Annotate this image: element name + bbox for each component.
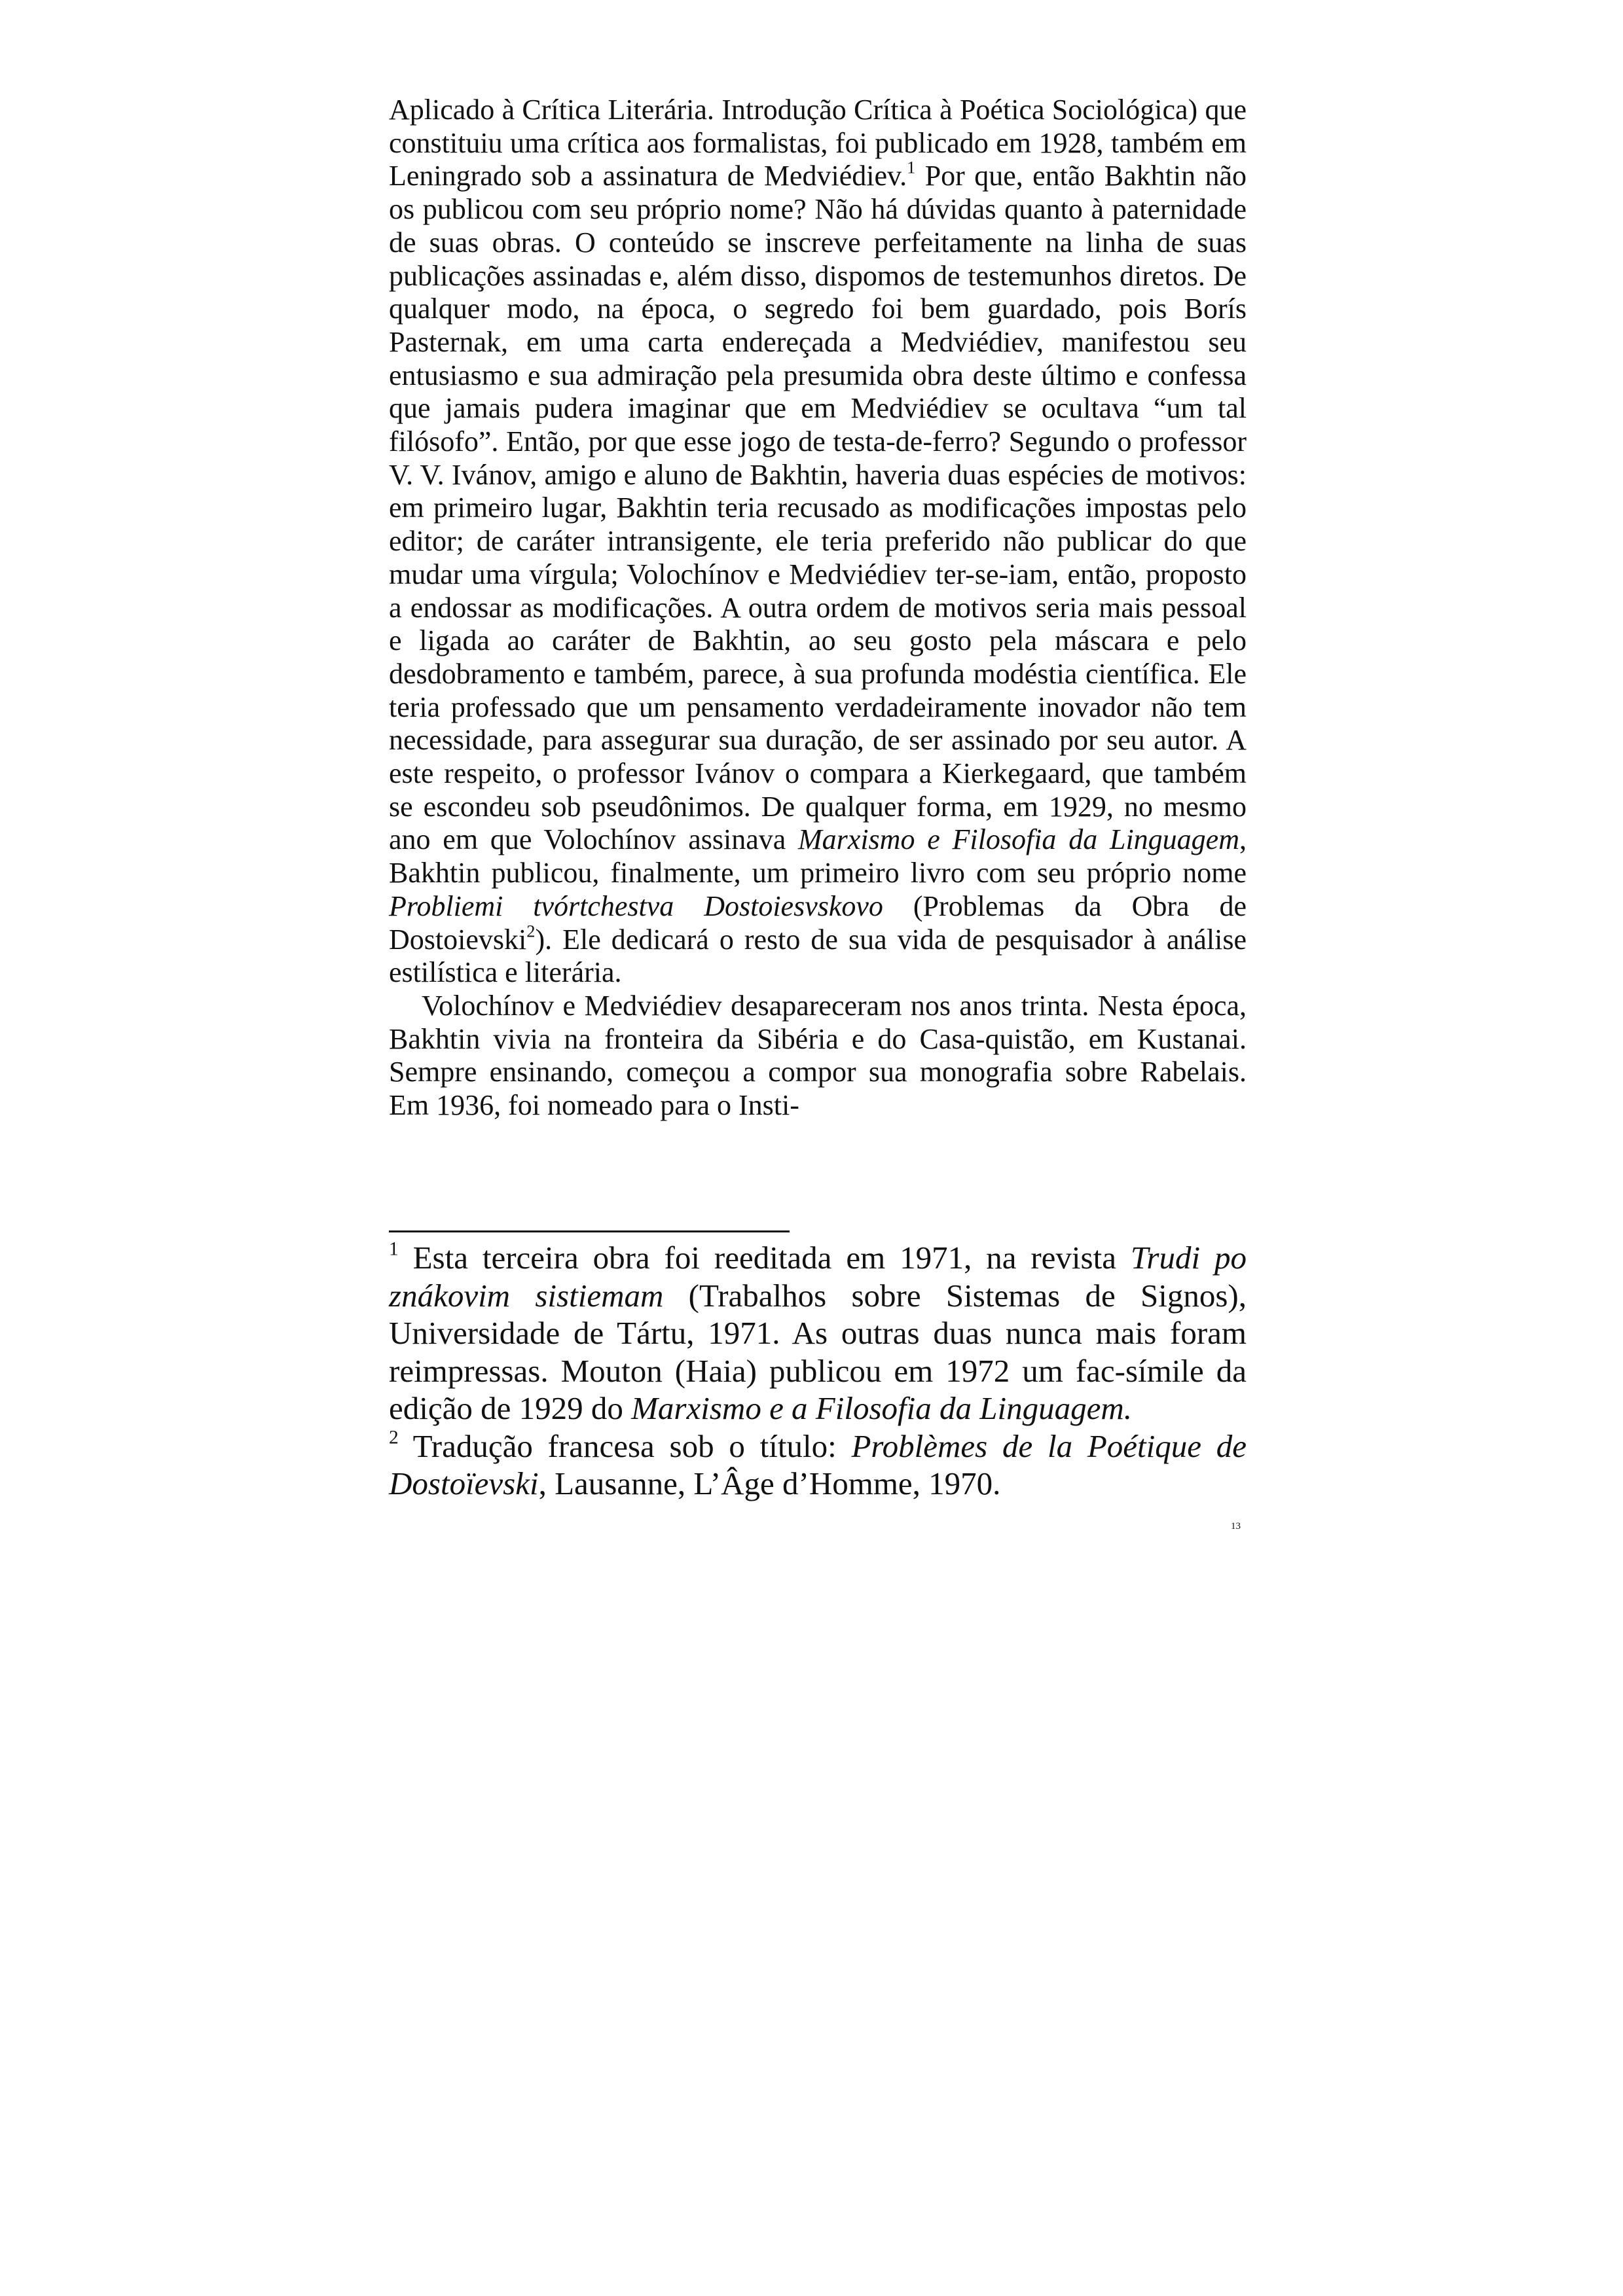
footnote-1-text-a: Esta terceira obra foi reeditada em 1971, na revista — [398, 1240, 1131, 1276]
footnote-2-title: Problèmes de la Poétique de Dostoïevski — [389, 1427, 1247, 1501]
paragraph-1 — [389, 94, 1247, 990]
footnote-1-text-b: (Trabalhos sobre Sistemas de Signos), Universidade de Tártu, 1971. As outras duas nunca mais foram reimpressas. Mouton (Haia) publicou em 1972 um fac-símile da edição de 1929 do — [389, 1277, 1247, 1426]
footnote-2-text-b: , Lausanne, L’Âge d’Homme, 1970. — [538, 1465, 1001, 1501]
footnote-divider — [389, 1230, 790, 1232]
page-number: 13 — [1231, 1521, 1241, 1532]
paragraph-1-text-e: ). Ele dedicará o resto de sua vida de pesquisador à análise estilística e literária. — [389, 923, 1247, 989]
footnote-2-text-a: Tradução francesa sob o título: — [398, 1427, 852, 1464]
footnote-2 — [389, 1427, 1247, 1503]
footnote-1-number: 1 — [389, 1238, 399, 1260]
footnote-1-title-b: Marxismo e a Filosofia da Linguagem. — [631, 1390, 1133, 1426]
book-title-probliemi: Probliemi tvórtchestva Dostoiesvskovo — [389, 889, 883, 922]
paragraph-1-text-d: (Problemas da Obra de Dostoievski — [389, 889, 1247, 956]
paragraph-1-text-c: , Bakhtin publicou, finalmente, um primeiro livro com seu próprio nome — [389, 823, 1247, 889]
main-text — [389, 94, 1247, 1122]
footnote-ref-1: 1 — [907, 157, 916, 177]
footnote-2-number: 2 — [389, 1426, 399, 1448]
footnote-1 — [389, 1239, 1247, 1427]
paragraph-2: Volochínov e Medviédiev desapareceram nos anos trinta. Nesta época, Bakhtin vivia na fronteira da Sibéria e do Casa-quistão, em Kustanai. Sempre ensinando, começou a compor sua monografia sobre Rabelais. Em 1936, foi nomeado para o Insti- — [389, 989, 1247, 1122]
footnotes — [389, 1239, 1247, 1503]
footnote-ref-2: 2 — [526, 921, 536, 941]
footnote-1-title-a: Trudi po znákovim sistiemam — [389, 1240, 1247, 1314]
book-title-marxismo: Marxismo e Filosofia da Linguagem — [798, 823, 1239, 856]
paragraph-1-text-a: Aplicado à Crítica Literária. Introdução Crítica à Poética Sociológica) que constituiu uma crítica aos formalistas, foi publicado em 1928, também em Leningrado sob a assinatura de Medviédiev. — [389, 94, 1247, 192]
paragraph-1-text-b: Por que, então Bakhtin não os publicou com seu próprio nome? Não há dúvidas quanto à paternidade de suas obras. O conteúdo se inscreve perfeitamente na linha de suas publicações assinadas e, além disso, dispomos de testemunhos diretos. De qualquer modo, na época, o segredo foi bem guardado, pois Borís Pasternak, em uma carta endereçada a Medviédiev, manifestou seu entusiasmo e sua admiração pela presumida obra deste último e confessa que jamais pudera imaginar que em Medviédiev se ocultava “um tal filósofo”. Então, por que esse jogo de testa-de-ferro? Segundo o professor V. V. Ivánov, amigo e aluno de Bakhtin, haveria duas espécies de motivos: em primeiro lugar, Bakhtin teria recusado as modificações impostas pelo editor; de caráter intransigente, ele teria preferido não publicar do que mudar uma vírgula; Volochínov e Medviédiev ter-se-iam, então, proposto a endossar as modificações. A outra ordem de motivos seria mais pessoal e ligada ao caráter de Bakhtin, ao seu gosto pela máscara e pelo desdobramento e também, parece, à sua profunda modéstia científica. Ele teria professado que um pensamento verdadeiramente inovador não tem necessidade, para assegurar sua duração, de ser assinado por seu autor. A este respeito, o professor Ivánov o compara a Kierkegaard, que também se escondeu sob pseudônimos. De qualquer forma, em 1929, no mesmo ano em que Volochínov assinava — [389, 160, 1247, 856]
